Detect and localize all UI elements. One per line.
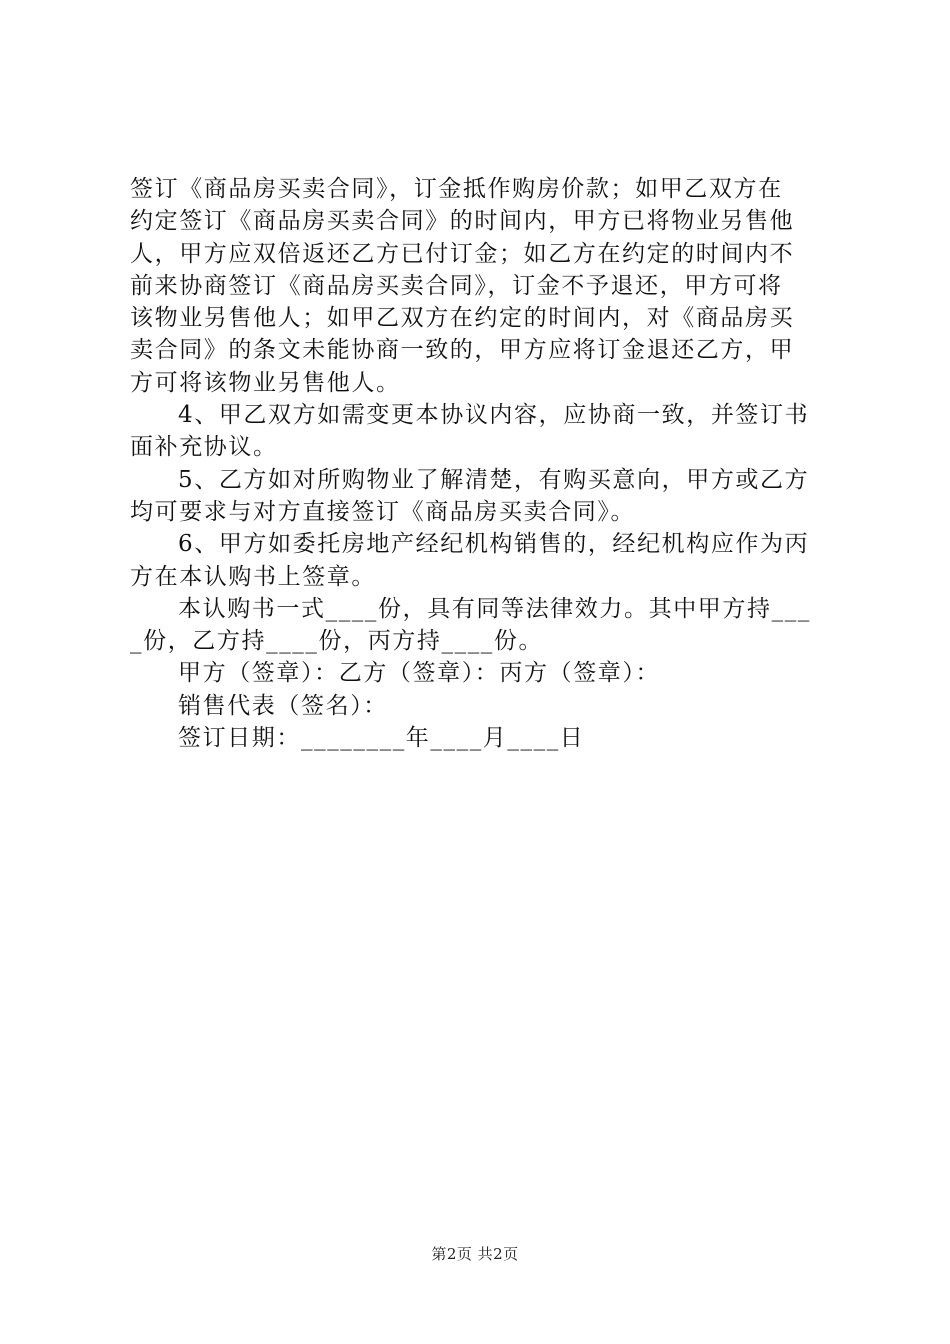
paragraph-line: 约定签订《商品房买卖合同》的时间内，甲方已将物业另售他: [130, 208, 795, 235]
paragraph-line: 方可将该物业另售他人。: [130, 369, 401, 396]
clause-6-line: 方在本认购书上签章。: [130, 563, 376, 590]
paragraph-line: 人，甲方应双倍返还乙方已付订金；如乙方在约定的时间内不: [130, 240, 795, 267]
page-indicator: 第2页 共2页: [431, 1245, 519, 1263]
clause-4-line: 4、甲乙双方如需变更本协议内容，应协商一致，并签订书: [178, 402, 810, 429]
paragraph-line: 卖合同》的条文未能协商一致的，甲方应将订金退还乙方，甲: [130, 337, 795, 364]
signature-parties-line: 甲方（签章）：乙方（签章）：丙方（签章）：: [178, 660, 661, 687]
copies-clause-line: _份，乙方持____份，丙方持____份。: [130, 628, 544, 655]
clause-5-line: 5、乙方如对所购物业了解清楚，有购买意向，甲方或乙方: [178, 466, 810, 493]
sales-rep-signature-line: 销售代表（签名）：: [178, 692, 388, 719]
clause-4-line: 面补充协议。: [130, 434, 278, 461]
document-body: [130, 173, 830, 754]
copies-clause-line: 本认购书一式____份，具有同等法律效力。其中甲方持___: [178, 595, 811, 622]
paragraph-line: 该物业另售他人；如甲乙双方在约定的时间内，对《商品房买: [130, 305, 795, 332]
clause-5-line: 均可要求与对方直接签订《商品房买卖合同》。: [130, 498, 636, 525]
signing-date-line: 签订日期：________年____月____日: [178, 725, 585, 752]
paragraph-line: 前来协商签订《商品房买卖合同》，订金不予退还，甲方可将: [130, 272, 783, 299]
paragraph-line: 签订《商品房买卖合同》，订金抵作购房价款；如甲乙双方在: [130, 176, 783, 202]
clause-6-line: 6、甲方如委托房地产经纪机构销售的，经纪机构应作为丙: [178, 531, 810, 558]
